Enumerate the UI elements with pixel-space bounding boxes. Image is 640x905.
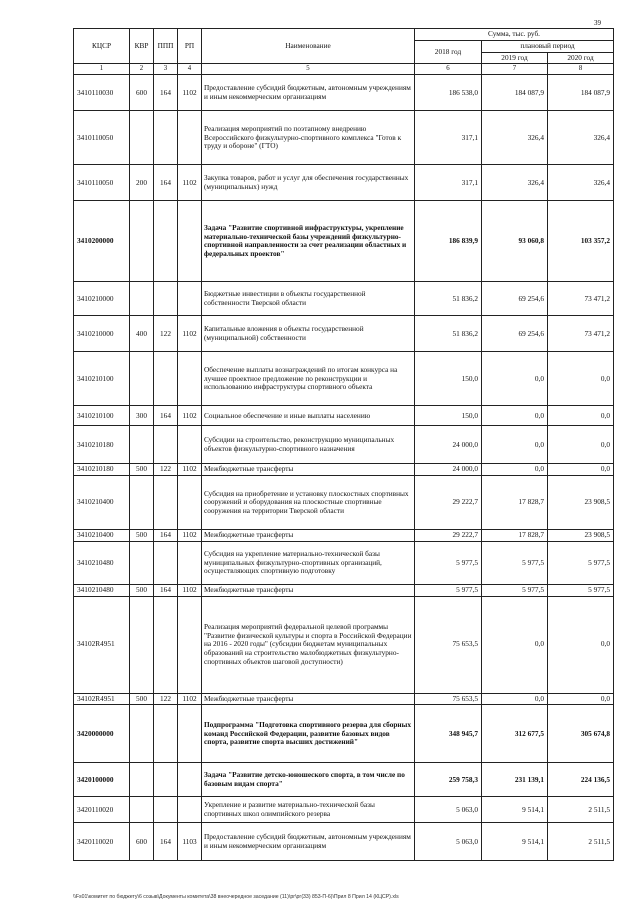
sum-2018-cell: 150,0 [415,406,482,426]
table-row [74,75,614,111]
ppp-cell: 164 [154,530,178,542]
kvr-cell: 200 [130,165,154,201]
ppp-cell: 122 [154,316,178,352]
sum-2020-cell: 0,0 [548,464,614,476]
kvr-cell [130,541,154,584]
rp-cell [178,352,202,406]
index-cell: 8 [548,64,614,75]
sum-2018-cell: 51 836,2 [415,316,482,352]
ppp-cell: 122 [154,693,178,705]
sum-2020-cell: 2 511,5 [548,823,614,861]
kvr-cell: 400 [130,316,154,352]
sum-2018-cell: 51 836,2 [415,282,482,316]
table-row [74,705,614,763]
name-cell: Бюджетные инвестиции в объекты государственной собственности Тверской области [202,282,415,316]
budget-table [73,28,614,861]
sum-2019-cell: 9 514,1 [482,797,548,823]
name-cell: Межбюджетные трансферты [202,464,415,476]
kcsr-cell: 3410210400 [74,476,130,530]
sum-2020-cell: 0,0 [548,406,614,426]
header-ppp: ППП [154,29,178,64]
sum-2018-cell: 75 653,5 [415,693,482,705]
name-cell: Укрепление и развитие материально-технической базы спортивных школ олимпийского резерва [202,797,415,823]
kcsr-cell: 3410110030 [74,75,130,111]
rp-cell: 1102 [178,406,202,426]
sum-2020-cell: 184 087,9 [548,75,614,111]
sum-2018-cell: 259 758,3 [415,763,482,797]
name-cell: Реализация мероприятий федеральной целевой программы "Развитие физической культуры и спорта в Российской Федерации на 2016 - 2020 годы" (субсидии бюджетам муниципальных образований на строительство малобюджетных физкультурно-спортивных объектов шаговой доступности) [202,596,415,693]
kvr-cell: 500 [130,464,154,476]
kvr-cell [130,476,154,530]
table-row [74,476,614,530]
ppp-cell: 164 [154,165,178,201]
sum-2020-cell: 2 511,5 [548,797,614,823]
table-row [74,763,614,797]
index-cell: 7 [482,64,548,75]
kvr-cell [130,797,154,823]
sum-2019-cell: 312 677,5 [482,705,548,763]
sum-2018-cell: 5 977,5 [415,584,482,596]
sum-2019-cell: 326,4 [482,111,548,165]
name-cell: Задача "Развитие детско-юношеского спорта, в том числе по базовым видам спорта" [202,763,415,797]
rp-cell [178,596,202,693]
header-kvr: КВР [130,29,154,64]
kcsr-cell: 3420000000 [74,705,130,763]
name-cell: Подпрограмма "Подготовка спортивного резерва для сборных команд Российской Федерации, развитие базовых видов спорта, развитие спорта высших достижений" [202,705,415,763]
kcsr-cell: 3410210000 [74,282,130,316]
sum-2019-cell: 0,0 [482,693,548,705]
sum-2018-cell: 5 977,5 [415,541,482,584]
kcsr-cell: 3420110020 [74,797,130,823]
header-rp: РП [178,29,202,64]
sum-2019-cell: 69 254,6 [482,282,548,316]
sum-2020-cell: 0,0 [548,596,614,693]
kvr-cell [130,596,154,693]
kcsr-cell: 3410110050 [74,165,130,201]
header-plan: плановый период [482,40,614,52]
rp-cell [178,201,202,282]
rp-cell: 1102 [178,464,202,476]
sum-2019-cell: 184 087,9 [482,75,548,111]
sum-2018-cell: 24 000,0 [415,426,482,464]
name-cell: Субсидии на строительство, реконструкцию муниципальных объектов физкультурно-спортивного назначения [202,426,415,464]
sum-2020-cell: 73 471,2 [548,316,614,352]
sum-2019-cell: 0,0 [482,464,548,476]
kvr-cell [130,705,154,763]
table-row [74,352,614,406]
index-row [74,64,614,75]
sum-2018-cell: 317,1 [415,111,482,165]
table-row [74,316,614,352]
name-cell: Межбюджетные трансферты [202,530,415,542]
kvr-cell [130,201,154,282]
table-row [74,464,614,476]
header-name: Наименование [202,29,415,64]
kvr-cell: 500 [130,530,154,542]
sum-2018-cell: 317,1 [415,165,482,201]
ppp-cell [154,282,178,316]
kvr-cell [130,426,154,464]
sum-2020-cell: 5 977,5 [548,541,614,584]
sum-2020-cell: 23 908,5 [548,530,614,542]
sum-2019-cell: 0,0 [482,406,548,426]
kcsr-cell: 3410210480 [74,584,130,596]
kvr-cell [130,763,154,797]
sum-2019-cell: 9 514,1 [482,823,548,861]
name-cell: Реализация мероприятий по поэтапному внедрению Всероссийского физкультурно-спортивного комплекса "Готов к труду и обороне" (ГТО) [202,111,415,165]
ppp-cell: 164 [154,584,178,596]
rp-cell [178,282,202,316]
sum-2020-cell: 0,0 [548,426,614,464]
kvr-cell: 500 [130,693,154,705]
table-row [74,541,614,584]
rp-cell [178,111,202,165]
kcsr-cell: 3420110020 [74,823,130,861]
footer-file-path: \\Fs01\комитет по бюджету\6 созыв\Документы комитета\38 внеочередное заседание (11)\рг\рг(33) 853-П-6)\Прил 8 Прил 14 (КЦСР).xls [73,894,399,900]
header-row-1 [74,29,614,41]
sum-2020-cell: 326,4 [548,111,614,165]
sum-2018-cell: 29 222,7 [415,530,482,542]
sum-2018-cell: 75 653,5 [415,596,482,693]
sum-2018-cell: 348 945,7 [415,705,482,763]
kcsr-cell: 3410210000 [74,316,130,352]
kcsr-cell: 3410210100 [74,352,130,406]
ppp-cell [154,705,178,763]
ppp-cell: 164 [154,823,178,861]
sum-2019-cell: 69 254,6 [482,316,548,352]
ppp-cell [154,797,178,823]
index-cell: 2 [130,64,154,75]
ppp-cell [154,426,178,464]
table-row [74,165,614,201]
sum-2018-cell: 29 222,7 [415,476,482,530]
rp-cell [178,426,202,464]
ppp-cell: 122 [154,464,178,476]
table-row [74,797,614,823]
kcsr-cell: 3410210400 [74,530,130,542]
kcsr-cell: 3410210180 [74,464,130,476]
index-cell: 6 [415,64,482,75]
page-number: 39 [594,19,601,27]
sum-2019-cell: 93 060,8 [482,201,548,282]
name-cell: Предоставление субсидий бюджетным, автономным учреждениям и иным некоммерческим организациям [202,75,415,111]
ppp-cell [154,352,178,406]
header-kcsr: КЦСР [74,29,130,64]
sum-2019-cell: 326,4 [482,165,548,201]
rp-cell: 1102 [178,693,202,705]
name-cell: Предоставление субсидий бюджетным, автономным учреждениям и иным некоммерческим организациям [202,823,415,861]
sum-2020-cell: 5 977,5 [548,584,614,596]
table-row [74,201,614,282]
ppp-cell: 164 [154,406,178,426]
name-cell: Капитальные вложения в объекты государственной (муниципальной) собственности [202,316,415,352]
sum-2020-cell: 103 357,2 [548,201,614,282]
sum-2019-cell: 231 139,1 [482,763,548,797]
ppp-cell: 164 [154,75,178,111]
sum-2018-cell: 5 063,0 [415,797,482,823]
sum-2020-cell: 326,4 [548,165,614,201]
kvr-cell: 300 [130,406,154,426]
name-cell: Межбюджетные трансферты [202,584,415,596]
kcsr-cell: 3410110050 [74,111,130,165]
index-cell: 5 [202,64,415,75]
ppp-cell [154,476,178,530]
name-cell: Обеспечение выплаты вознаграждений по итогам конкурса на лучшее проектное предложение по реконструкции и использованию инфраструктуры спортивного объекта [202,352,415,406]
index-cell: 4 [178,64,202,75]
header-2019: 2019 год [482,52,548,64]
sum-2020-cell: 0,0 [548,352,614,406]
ppp-cell [154,763,178,797]
index-cell: 1 [74,64,130,75]
header-2020: 2020 год [548,52,614,64]
name-cell: Социальное обеспечение и иные выплаты населению [202,406,415,426]
rp-cell [178,797,202,823]
kcsr-cell: 3410210180 [74,426,130,464]
ppp-cell [154,596,178,693]
sum-2020-cell: 224 136,5 [548,763,614,797]
sum-2019-cell: 17 828,7 [482,476,548,530]
name-cell: Субсидия на приобретение и установку плоскостных спортивных сооружений и оборудования на плоскостные спортивные сооружения на территории Тверской области [202,476,415,530]
sum-2020-cell: 305 674,8 [548,705,614,763]
header-sum: Сумма, тыс. руб. [415,29,614,41]
kcsr-cell: 3410200000 [74,201,130,282]
sum-2020-cell: 73 471,2 [548,282,614,316]
kvr-cell: 500 [130,584,154,596]
rp-cell: 1102 [178,530,202,542]
table-row [74,426,614,464]
name-cell: Закупка товаров, работ и услуг для обеспечения государственных (муниципальных) нужд [202,165,415,201]
table-row [74,530,614,542]
sum-2018-cell: 150,0 [415,352,482,406]
kvr-cell: 600 [130,75,154,111]
sum-2018-cell: 186 538,0 [415,75,482,111]
kvr-cell [130,282,154,316]
rp-cell [178,476,202,530]
sum-2020-cell: 23 908,5 [548,476,614,530]
header-2018: 2018 год [415,40,482,64]
kvr-cell [130,111,154,165]
ppp-cell [154,541,178,584]
ppp-cell [154,111,178,165]
rp-cell: 1102 [178,584,202,596]
kcsr-cell: 34102R4951 [74,693,130,705]
sum-2018-cell: 5 063,0 [415,823,482,861]
sum-2019-cell: 0,0 [482,426,548,464]
index-cell: 3 [154,64,178,75]
kvr-cell: 600 [130,823,154,861]
sum-2019-cell: 17 828,7 [482,530,548,542]
sum-2019-cell: 5 977,5 [482,584,548,596]
table-row [74,823,614,861]
name-cell: Субсидия на укрепление материально-технической базы муниципальных физкультурно-спортивных организаций, осуществляющих спортивную подготовку [202,541,415,584]
name-cell: Межбюджетные трансферты [202,693,415,705]
table-row [74,406,614,426]
name-cell: Задача "Развитие спортивной инфраструктуры, укрепление материально-технической базы учреждений физкультурно-спортивной направленности за счет реализации областных и федеральных проектов" [202,201,415,282]
kcsr-cell: 34102R4951 [74,596,130,693]
sum-2018-cell: 24 000,0 [415,464,482,476]
table-row [74,693,614,705]
rp-cell [178,763,202,797]
table-row [74,111,614,165]
rp-cell [178,541,202,584]
ppp-cell [154,201,178,282]
table-row [74,596,614,693]
table-row [74,282,614,316]
rp-cell: 1102 [178,165,202,201]
rp-cell: 1102 [178,316,202,352]
rp-cell [178,705,202,763]
kcsr-cell: 3410210100 [74,406,130,426]
rp-cell: 1102 [178,75,202,111]
table-row [74,584,614,596]
sum-2018-cell: 186 839,9 [415,201,482,282]
sum-2019-cell: 0,0 [482,596,548,693]
kvr-cell [130,352,154,406]
kcsr-cell: 3420100000 [74,763,130,797]
rp-cell: 1103 [178,823,202,861]
sum-2020-cell: 0,0 [548,693,614,705]
sum-2019-cell: 5 977,5 [482,541,548,584]
sum-2019-cell: 0,0 [482,352,548,406]
kcsr-cell: 3410210480 [74,541,130,584]
